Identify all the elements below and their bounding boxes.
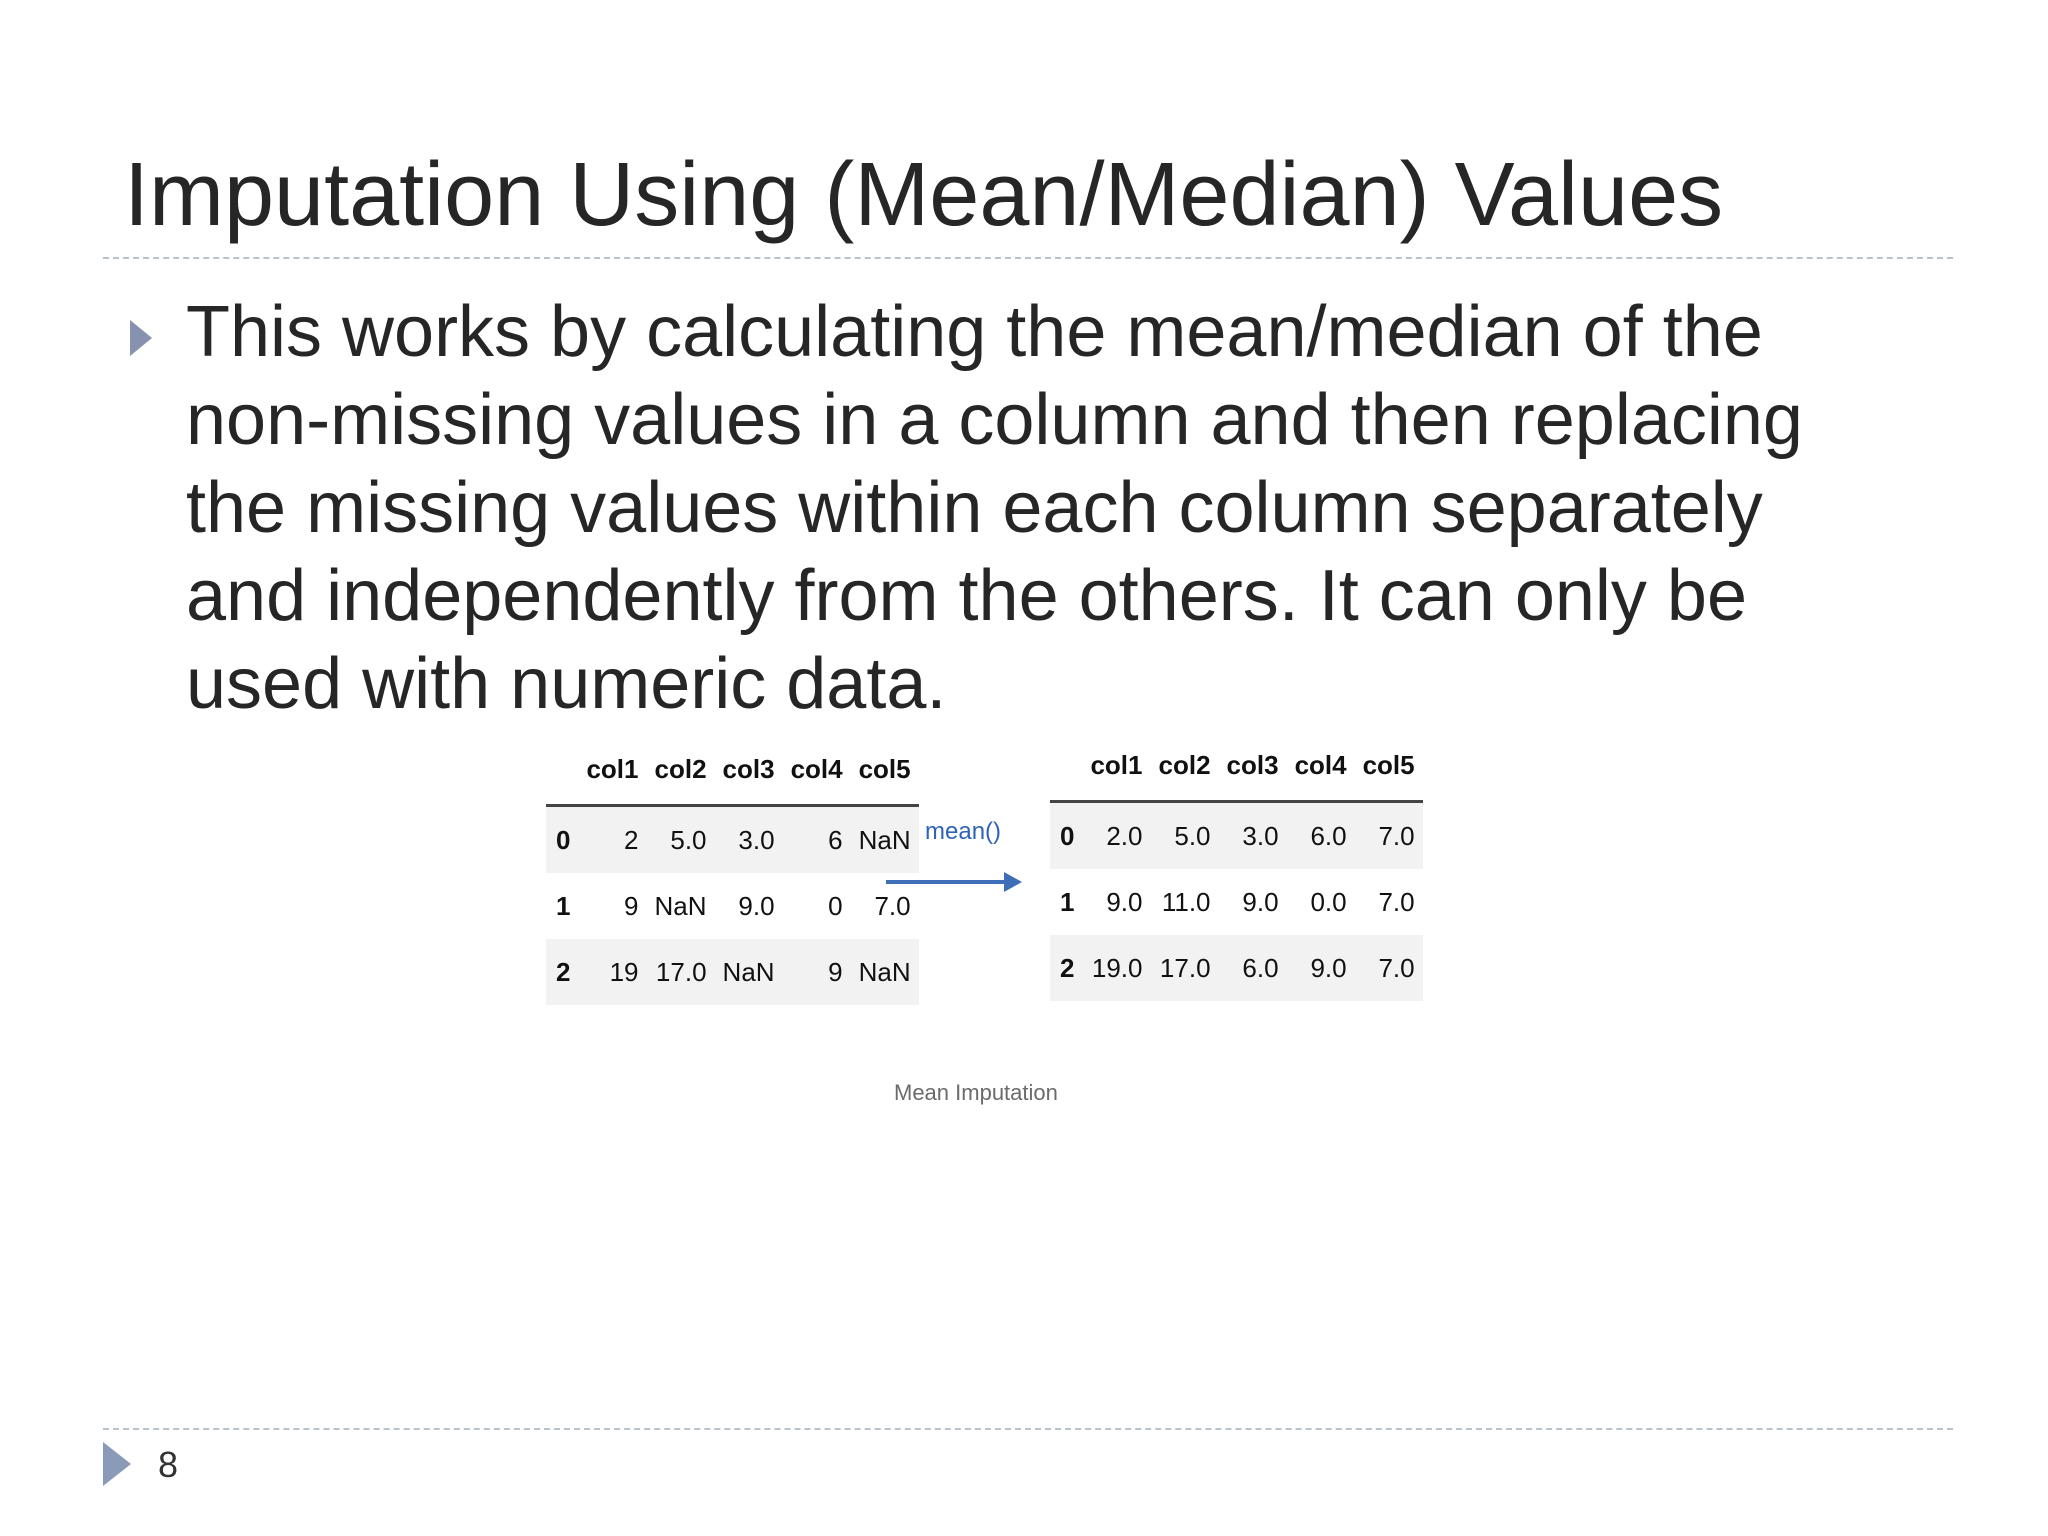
bullet-text: [186, 288, 1886, 718]
title-divider: [103, 257, 1953, 259]
column-header: col4: [1287, 730, 1355, 802]
table-cell: 9.0: [1106, 886, 1143, 917]
table-row: [1050, 935, 1423, 1001]
mean-function-label: mean(): [925, 818, 1002, 845]
table-cell: 0: [828, 890, 843, 921]
table-cell: 19: [578, 939, 646, 1005]
row-index: 1: [1060, 886, 1075, 917]
slide-title: Imputation Using (Mean/Median) Values: [124, 145, 1724, 245]
table-cell: 7.0: [874, 890, 911, 921]
table-cell: NaN: [654, 890, 707, 921]
table-cell: 3.0: [1219, 802, 1287, 870]
table-cell: 6: [783, 806, 851, 874]
table-row: [1050, 802, 1423, 870]
row-index: 0: [546, 806, 578, 874]
bullet-line: and independently from the others. It can only be: [186, 556, 1748, 636]
table-cell: 19.0: [1082, 935, 1150, 1001]
table-row: [546, 873, 919, 939]
bullet-line: non-missing values in a column and then replacing: [186, 380, 1803, 460]
table-cell: NaN: [851, 939, 919, 1005]
table-cell: NaN: [715, 939, 783, 1005]
column-header: col2: [1151, 730, 1219, 802]
table-cell: 2.0: [1082, 802, 1150, 870]
column-header: col2: [647, 734, 715, 806]
table-cell: 0.0: [1310, 886, 1347, 917]
table-cell: 3.0: [715, 806, 783, 874]
table-cell: 9: [783, 939, 851, 1005]
index-header: [546, 734, 578, 806]
bullet-line: the missing values within each column separately: [186, 468, 1763, 548]
after-dataframe-table: [1050, 730, 1423, 1001]
table-cell: 11.0: [1161, 886, 1211, 917]
row-index: 2: [546, 939, 578, 1005]
column-header: col3: [715, 734, 783, 806]
bullet-line: This works by calculating the mean/median of the: [186, 292, 1763, 372]
table-cell: 5.0: [1151, 802, 1219, 870]
row-index: 1: [556, 890, 571, 921]
body-text-box: [186, 288, 1886, 718]
table-cell: 9: [624, 890, 639, 921]
column-header: col4: [783, 734, 851, 806]
table-cell: NaN: [851, 806, 919, 874]
table-cell: 6.0: [1219, 935, 1287, 1001]
footer-triangle-icon: [103, 1442, 131, 1486]
right-arrow-icon: [886, 880, 1008, 884]
table-header-row: [546, 734, 919, 806]
figure-caption: Mean Imputation: [894, 1080, 1058, 1105]
arrow-head-icon: [1004, 872, 1022, 892]
table-cell: 17.0: [1151, 935, 1219, 1001]
column-header: col3: [1219, 730, 1287, 802]
column-header: col1: [578, 734, 646, 806]
table-row: [1050, 869, 1423, 935]
table-cell: 7.0: [1378, 886, 1415, 917]
index-header: [1050, 730, 1082, 802]
bullet-line: used with numeric data.: [186, 644, 947, 718]
table-cell: 17.0: [647, 939, 715, 1005]
table-cell: 9.0: [1287, 935, 1355, 1001]
column-header: col5: [1355, 730, 1423, 802]
column-header: col5: [851, 734, 919, 806]
table-cell: 2: [578, 806, 646, 874]
footer-divider: [103, 1428, 1953, 1430]
table-cell: 6.0: [1287, 802, 1355, 870]
row-index: 2: [1050, 935, 1082, 1001]
table-cell: 9.0: [1242, 886, 1279, 917]
table-cell: 7.0: [1355, 802, 1423, 870]
table-row: [546, 806, 919, 874]
before-dataframe-table: [546, 734, 919, 1005]
table-cell: 5.0: [647, 806, 715, 874]
row-index: 0: [1050, 802, 1082, 870]
bullet-triangle-icon: [130, 320, 152, 356]
table-header-row: [1050, 730, 1423, 802]
page-number: 8: [158, 1444, 179, 1485]
table-row: [546, 939, 919, 1005]
table-cell: 7.0: [1355, 935, 1423, 1001]
column-header: col1: [1082, 730, 1150, 802]
table-cell: 9.0: [738, 890, 775, 921]
